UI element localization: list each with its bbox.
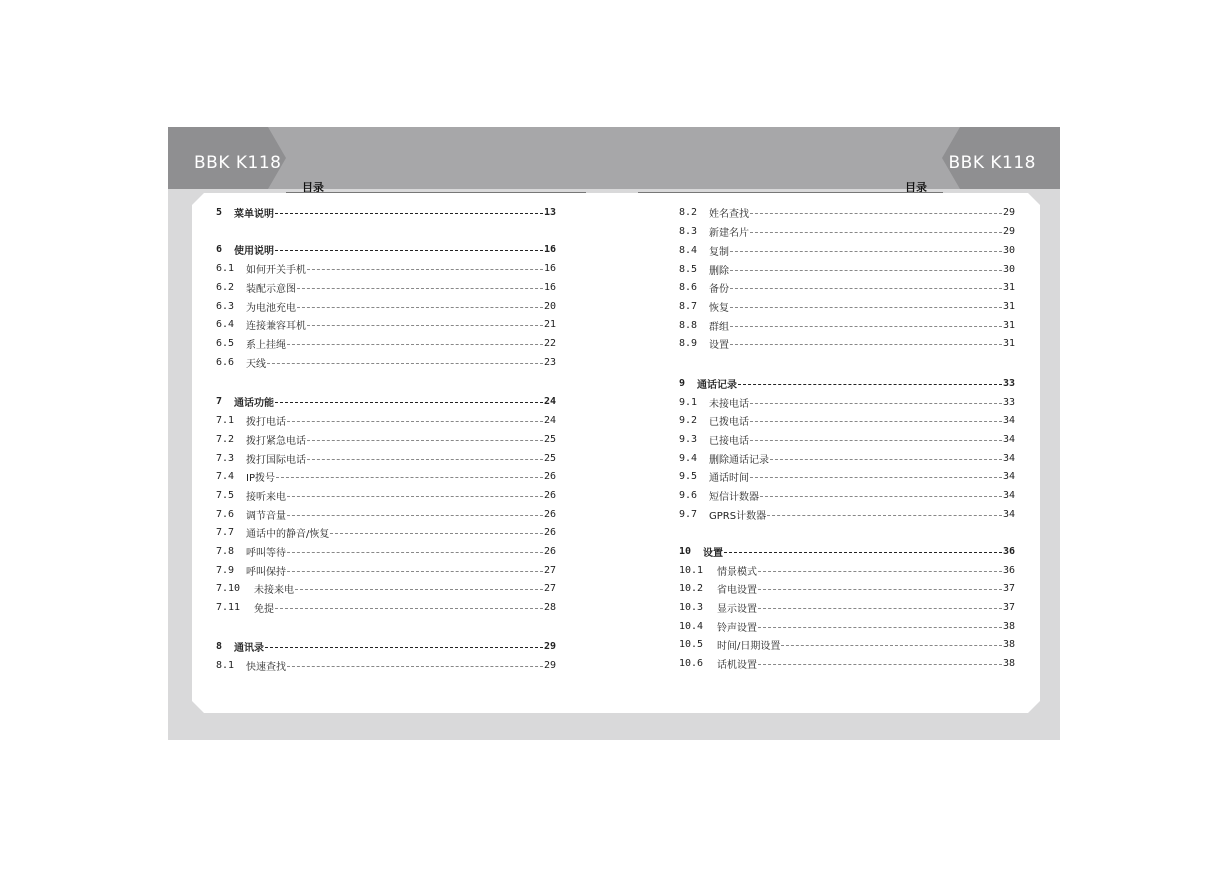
toc-entry[interactable] — [216, 600, 556, 614]
toc-entry[interactable] — [216, 317, 556, 331]
toc-entry[interactable] — [216, 413, 556, 427]
toc-entry-page: 34 — [1002, 414, 1015, 426]
toc-entry-title: 如何开关手机 — [246, 264, 306, 276]
toc-entry-title: 呼叫保持 — [246, 566, 286, 578]
toc-entry-number: 6.3 — [216, 300, 235, 312]
toc-chapter-entry[interactable] — [679, 544, 1015, 558]
toc-entry-title: 接听来电 — [246, 491, 286, 503]
dot-leader — [758, 589, 1002, 590]
toc-entry-number: 7.10 — [216, 582, 241, 594]
toc-entry-page: 26 — [543, 526, 556, 538]
toc-entry-page: 29 — [543, 659, 556, 671]
toc-entry-number: 7.2 — [216, 433, 235, 445]
toc-entry-page: 24 — [543, 414, 556, 426]
toc-entry-number: 7.11 — [216, 601, 241, 613]
dot-leader — [330, 533, 543, 534]
dot-leader — [730, 251, 1002, 252]
toc-entry-title: 群组 — [709, 321, 729, 333]
toc-entry-number: 9.6 — [679, 489, 698, 501]
toc-entry-number: 8.7 — [679, 300, 698, 312]
toc-entry[interactable] — [216, 299, 556, 313]
toc-entry-title: 系上挂绳 — [246, 339, 286, 351]
toc-entry-number: 8.4 — [679, 244, 698, 256]
toc-entry-page: 28 — [543, 601, 556, 613]
toc-entry-title: 设置 — [703, 547, 723, 559]
dot-leader — [770, 459, 1002, 460]
toc-entry-page: 31 — [1002, 281, 1015, 293]
toc-entry-title: 短信计数器 — [709, 491, 759, 503]
toc-entry[interactable] — [216, 261, 556, 275]
toc-entry[interactable] — [216, 658, 556, 672]
toc-entry-page: 13 — [543, 206, 556, 218]
toc-entry-title: 天线 — [246, 358, 266, 370]
toc-entry-title: 已拨电话 — [709, 416, 749, 428]
toc-entry-title: 免提 — [254, 603, 274, 615]
toc-entry-page: 27 — [543, 564, 556, 576]
toc-entry-title: 通讯录 — [234, 642, 264, 654]
toc-entry-title: 拨打电话 — [246, 416, 286, 428]
toc-entry-title: 姓名查找 — [709, 208, 749, 220]
toc-entry[interactable] — [679, 469, 1015, 483]
toc-entry-title: 备份 — [709, 283, 729, 295]
brand-label-left: BBK K118 — [194, 153, 282, 173]
dot-leader — [781, 645, 1002, 646]
toc-entry[interactable] — [679, 262, 1015, 276]
dot-leader — [730, 288, 1002, 289]
dot-leader — [750, 232, 1002, 233]
toc-entry-page: 34 — [1002, 508, 1015, 520]
dot-leader — [730, 307, 1002, 308]
toc-entry-title: 省电设置 — [717, 584, 757, 596]
toc-entry-page: 34 — [1002, 452, 1015, 464]
toc-entry-number: 10 — [679, 545, 692, 557]
toc-entry-page: 33 — [1002, 377, 1015, 389]
toc-entry-number: 9.3 — [679, 433, 698, 445]
toc-entry-page: 31 — [1002, 300, 1015, 312]
toc-entry[interactable] — [679, 563, 1015, 577]
toc-entry-title: 已接电话 — [709, 435, 749, 447]
dot-leader — [758, 571, 1002, 572]
dot-leader — [307, 325, 543, 326]
dot-leader — [724, 552, 1002, 553]
toc-entry[interactable] — [679, 507, 1015, 521]
toc-entry-number: 9.4 — [679, 452, 698, 464]
toc-entry-number: 9.7 — [679, 508, 698, 520]
toc-entry[interactable] — [216, 525, 556, 539]
toc-entry[interactable] — [216, 336, 556, 350]
dot-leader — [287, 571, 543, 572]
toc-entry-page: 34 — [1002, 489, 1015, 501]
toc-entry-number: 7.5 — [216, 489, 235, 501]
toc-entry-page: 25 — [543, 433, 556, 445]
toc-entry-page: 20 — [543, 300, 556, 312]
dot-leader — [275, 608, 543, 609]
toc-entry-page: 16 — [543, 281, 556, 293]
toc-entry-title: 通话功能 — [234, 397, 274, 409]
toc-entry[interactable] — [216, 544, 556, 558]
toc-entry-page: 24 — [543, 395, 556, 407]
toc-entry-title: 话机设置 — [717, 659, 757, 671]
toc-entry-number: 8.5 — [679, 263, 698, 275]
toc-entry-number: 10.6 — [679, 657, 704, 669]
toc-entry-number: 8.8 — [679, 319, 698, 331]
toc-header-right — [638, 172, 943, 194]
toc-entry-number: 8.6 — [679, 281, 698, 293]
toc-entry-number: 7.6 — [216, 508, 235, 520]
toc-entry-title: 通话中的静音/恢复 — [246, 528, 330, 540]
dot-leader — [767, 515, 1002, 516]
toc-entry-page: 29 — [1002, 206, 1015, 218]
toc-entry-title: 为电池充电 — [246, 302, 296, 314]
toc-entry[interactable] — [216, 355, 556, 369]
dot-leader — [275, 213, 543, 214]
toc-entry-title: 使用说明 — [234, 245, 274, 257]
toc-entry-page: 21 — [543, 318, 556, 330]
dot-leader — [730, 270, 1002, 271]
toc-entry-title: 菜单说明 — [234, 208, 274, 220]
toc-entry-title: 调节音量 — [246, 510, 286, 522]
dot-leader — [758, 627, 1002, 628]
toc-entry-page: 26 — [543, 489, 556, 501]
toc-entry-number: 10.3 — [679, 601, 704, 613]
dot-leader — [287, 552, 543, 553]
toc-entry[interactable] — [216, 581, 556, 595]
toc-entry[interactable] — [216, 469, 556, 483]
toc-entry[interactable] — [679, 488, 1015, 502]
toc-entry-page: 31 — [1002, 337, 1015, 349]
toc-entry-number: 7.8 — [216, 545, 235, 557]
dot-leader — [738, 384, 1002, 385]
dot-leader — [297, 288, 543, 289]
toc-entry-number: 7.9 — [216, 564, 235, 576]
toc-entry-title: 装配示意图 — [246, 283, 296, 295]
dot-leader — [275, 402, 543, 403]
toc-entry-title: 连接兼容耳机 — [246, 320, 306, 332]
toc-entry-number: 6 — [216, 243, 223, 255]
toc-entry-page: 30 — [1002, 244, 1015, 256]
toc-entry-title: 时间/日期设置 — [717, 640, 781, 652]
toc-entry[interactable] — [216, 451, 556, 465]
toc-entry-number: 10.1 — [679, 564, 704, 576]
toc-entry-title: 通话记录 — [697, 379, 737, 391]
toc-entry[interactable] — [679, 451, 1015, 465]
dot-leader — [758, 664, 1002, 665]
toc-entry-page: 29 — [1002, 225, 1015, 237]
dot-leader — [287, 666, 543, 667]
toc-entry-number: 9.2 — [679, 414, 698, 426]
toc-entry-page: 38 — [1002, 657, 1015, 669]
toc-entry-number: 8.2 — [679, 206, 698, 218]
toc-chapter-entry[interactable] — [216, 242, 556, 256]
toc-entry-number: 7.3 — [216, 452, 235, 464]
toc-entry-page: 38 — [1002, 638, 1015, 650]
toc-entry-title: IP拨号 — [246, 472, 275, 484]
toc-entry-number: 9.5 — [679, 470, 698, 482]
toc-chapter-entry[interactable] — [216, 205, 556, 219]
toc-entry-page: 23 — [543, 356, 556, 368]
toc-entry-number: 9.1 — [679, 396, 698, 408]
toc-entry-title: 呼叫等待 — [246, 547, 286, 559]
toc-entry-number: 6.1 — [216, 262, 235, 274]
toc-entry-number: 10.5 — [679, 638, 704, 650]
toc-entry-number: 6.4 — [216, 318, 235, 330]
toc-entry-title: 新建名片 — [709, 227, 749, 239]
dot-leader — [750, 477, 1002, 478]
toc-entry[interactable] — [679, 395, 1015, 409]
toc-entry-page: 33 — [1002, 396, 1015, 408]
toc-entry-title: 复制 — [709, 246, 729, 258]
toc-entry-title: 设置 — [709, 339, 729, 351]
dot-leader — [750, 403, 1002, 404]
dot-leader — [750, 421, 1002, 422]
toc-entry-number: 10.2 — [679, 582, 704, 594]
dot-leader — [750, 440, 1002, 441]
toc-entry[interactable] — [679, 581, 1015, 595]
toc-entry-number: 7.7 — [216, 526, 235, 538]
toc-entry-number: 7.1 — [216, 414, 235, 426]
toc-entry-page: 26 — [543, 508, 556, 520]
toc-entry-title: 恢复 — [709, 302, 729, 314]
toc-entry-page: 37 — [1002, 582, 1015, 594]
toc-entry[interactable] — [679, 205, 1015, 219]
toc-entry-page: 38 — [1002, 620, 1015, 632]
toc-entry-number: 6.5 — [216, 337, 235, 349]
toc-entry-page: 26 — [543, 545, 556, 557]
toc-chapter-entry[interactable] — [216, 639, 556, 653]
dot-leader — [295, 589, 543, 590]
toc-entry[interactable] — [216, 488, 556, 502]
dot-leader — [758, 608, 1002, 609]
toc-entry-page: 29 — [543, 640, 556, 652]
dot-leader — [750, 213, 1002, 214]
toc-entry[interactable] — [216, 563, 556, 577]
toc-entry[interactable] — [679, 432, 1015, 446]
toc-chapter-entry[interactable] — [216, 394, 556, 408]
toc-entry-title: 快速查找 — [246, 661, 286, 673]
toc-entry[interactable] — [679, 299, 1015, 313]
toc-entry-title: 铃声设置 — [717, 622, 757, 634]
toc-entry-page: 30 — [1002, 263, 1015, 275]
dot-leader — [297, 307, 543, 308]
toc-entry-title: GPRS计数器 — [709, 510, 767, 522]
toc-entry[interactable] — [679, 318, 1015, 332]
dot-leader — [307, 459, 543, 460]
toc-entry-page: 34 — [1002, 470, 1015, 482]
toc-entry[interactable] — [679, 336, 1015, 350]
toc-entry-page: 36 — [1002, 564, 1015, 576]
toc-entry-title: 删除 — [709, 265, 729, 277]
toc-entry-title: 情景模式 — [717, 566, 757, 578]
dot-leader — [287, 515, 543, 516]
toc-entry-number: 6.2 — [216, 281, 235, 293]
toc-entry[interactable] — [679, 637, 1015, 651]
dot-leader — [760, 496, 1002, 497]
toc-entry-page: 31 — [1002, 319, 1015, 331]
toc-entry-page: 22 — [543, 337, 556, 349]
toc-entry-title: 删除通话记录 — [709, 454, 769, 466]
dot-leader — [307, 440, 543, 441]
toc-entry-number: 8.9 — [679, 337, 698, 349]
toc-chapter-entry[interactable] — [679, 376, 1015, 390]
toc-entry-number: 9 — [679, 377, 686, 389]
toc-entry[interactable] — [216, 432, 556, 446]
toc-entry-page: 27 — [543, 582, 556, 594]
dot-leader — [287, 496, 543, 497]
toc-entry-title: 通话时间 — [709, 472, 749, 484]
toc-entry-page: 37 — [1002, 601, 1015, 613]
toc-entry-page: 16 — [543, 243, 556, 255]
toc-entry[interactable] — [679, 280, 1015, 294]
toc-entry-page: 16 — [543, 262, 556, 274]
toc-entry[interactable] — [679, 224, 1015, 238]
toc-title-right: 目录 — [905, 181, 927, 194]
toc-entry[interactable] — [679, 413, 1015, 427]
toc-entry-number: 6.6 — [216, 356, 235, 368]
toc-entry-page: 26 — [543, 470, 556, 482]
toc-entry-number: 7.4 — [216, 470, 235, 482]
toc-entry[interactable] — [679, 656, 1015, 670]
toc-header-rule — [638, 192, 943, 193]
toc-entry[interactable] — [679, 619, 1015, 633]
toc-entry[interactable] — [679, 600, 1015, 614]
toc-entry-page: 36 — [1002, 545, 1015, 557]
toc-entry[interactable] — [216, 507, 556, 521]
brand-label-right: BBK K118 — [948, 153, 1036, 173]
toc-entry[interactable] — [216, 280, 556, 294]
dot-leader — [730, 344, 1002, 345]
toc-entry-page: 25 — [543, 452, 556, 464]
toc-entry-number: 7 — [216, 395, 223, 407]
toc-entry-title: 未接电话 — [709, 398, 749, 410]
toc-entry-page: 34 — [1002, 433, 1015, 445]
dot-leader — [730, 326, 1002, 327]
toc-entry-title: 拨打国际电话 — [246, 454, 306, 466]
dot-leader — [265, 647, 543, 648]
toc-title-left: 目录 — [302, 181, 324, 194]
toc-header-rule — [286, 192, 586, 193]
dot-leader — [287, 344, 543, 345]
toc-entry-number: 10.4 — [679, 620, 704, 632]
toc-entry-number: 8.3 — [679, 225, 698, 237]
toc-entry-title: 显示设置 — [717, 603, 757, 615]
toc-entry-title: 拨打紧急电话 — [246, 435, 306, 447]
toc-entry-title: 未接来电 — [254, 584, 294, 596]
dot-leader — [267, 363, 543, 364]
dot-leader — [287, 421, 543, 422]
toc-entry-number: 8.1 — [216, 659, 235, 671]
dot-leader — [307, 269, 543, 270]
dot-leader — [275, 250, 543, 251]
toc-header-left — [286, 172, 586, 194]
dot-leader — [276, 477, 543, 478]
toc-entry[interactable] — [679, 243, 1015, 257]
toc-entry-number: 5 — [216, 206, 223, 218]
toc-entry-number: 8 — [216, 640, 223, 652]
